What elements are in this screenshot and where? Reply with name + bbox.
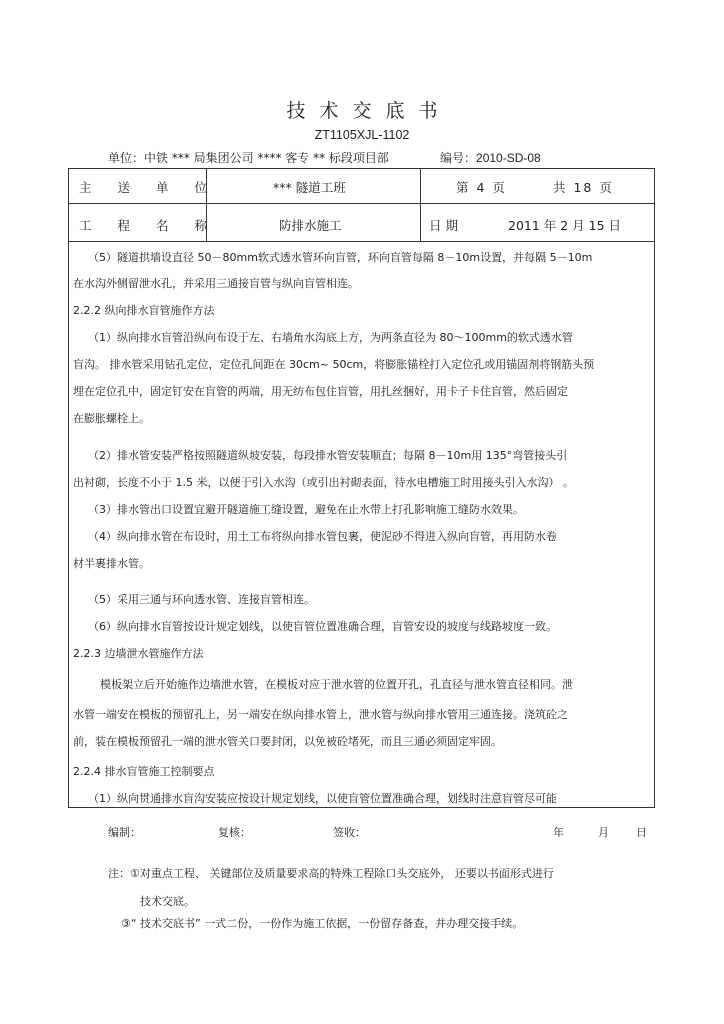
content-line: 2.2.2 纵向排水盲管施作方法 bbox=[73, 304, 215, 317]
content-line: 2.2.4 排水盲管施工控制要点 bbox=[73, 765, 215, 778]
content-line: （1）纵向排水盲管沿纵向布设于左、右墙角水沟底上方，为两条直径为 80～100mm的软式透水管 bbox=[88, 331, 573, 344]
document-title: 技术交底书 bbox=[286, 100, 452, 122]
content-line: 2.2.3 边墙泄水管施作方法 bbox=[73, 647, 204, 660]
content-line: （4）纵向排水管在布设时，用土工布将纵向排水管包裹，使泥砂不得进入纵向盲管，再用防水卷 bbox=[88, 530, 557, 543]
content-line: 前，装在模板预留孔一端的泄水管关口要封闭，以免被砼堵死，而且三通必须固定牢固。 bbox=[73, 735, 502, 748]
content-line: （6）纵向排水盲管按设计规定划线，以使盲管位置准确合理，盲管安设的坡度与线路坡度一致。 bbox=[88, 620, 557, 633]
content-line: （2）排水管安装严格按照隧道纵坡安装，每段排水管安装顺直；每隔 8－10m用 135°弯管接头引 bbox=[88, 449, 568, 462]
page-number: 第 4 页 bbox=[456, 180, 507, 195]
content-line: 材半裹排水管。 bbox=[73, 557, 150, 570]
content-line: 水管一端安在模板的预留孔上，另一端安在纵向排水管上，泄水管与纵向排水管用三通连接。浇筑砼之 bbox=[73, 708, 568, 721]
date-value: 2011 年 2 月 15 日 bbox=[508, 218, 622, 233]
document-code: ZT1105XJL-1102 bbox=[314, 128, 410, 142]
recipient-value: *** 隧道工班 bbox=[273, 180, 346, 195]
unit-info bbox=[108, 149, 389, 166]
note-line: 技术交底。 bbox=[140, 895, 195, 908]
content-line: 埋在定位孔中，固定钉安在盲管的两端，用无纺布包住盲管，用扎丝捆好，用卡子卡住盲管，然后固定 bbox=[73, 385, 568, 398]
received-label: 签收： bbox=[333, 826, 366, 839]
content-line: （5）隧道拱墙设直径 50－80mm软式透水管环向盲管，环向盲管每隔 8－10m设置，并每隔 5－10m bbox=[88, 251, 593, 264]
number-value: 2010-SD-08 bbox=[476, 151, 541, 165]
content-line: （5）采用三通与环向透水管、连接盲管相连。 bbox=[88, 593, 315, 606]
prepared-label: 编制： bbox=[108, 826, 141, 839]
row-divider-1 bbox=[69, 203, 654, 204]
content-line: 盲沟。 排水管采用钻孔定位，定位孔间距在 30cm~ 50cm，将膨胀锚栓打入定位孔或用锚固剂将钢筋头预 bbox=[73, 358, 595, 371]
col-divider-2 bbox=[420, 169, 421, 241]
note-line: ③“ 技术交底书” 一式二份，一份作为施工依据，一份留存备查，并办理交接手续。 bbox=[121, 917, 524, 930]
note-line: 注：①对重点工程、 关键部位及质量要求高的特殊工程除口头交底外， 还要以书面形式进行 bbox=[108, 867, 554, 880]
document-number bbox=[440, 149, 541, 166]
content-line: 出衬砌，长度不小于 1.5 米，以便于引入水沟（或引出衬砌表面，待水电槽施工时用接头引入水沟） 。 bbox=[73, 476, 574, 489]
day-label: 日 bbox=[636, 826, 647, 839]
reviewed-label: 复核： bbox=[218, 826, 251, 839]
number-label: 编号： bbox=[440, 151, 477, 165]
year-label: 年 bbox=[553, 826, 564, 839]
month-label: 月 bbox=[598, 826, 609, 839]
content-line: 模板架立后开始施作边墙泄水管，在模板对应于泄水管的位置开孔，孔直径与泄水管直径相同。泄 bbox=[100, 678, 573, 691]
row-divider-2 bbox=[69, 241, 654, 242]
project-name-label: 工 程 名 称 bbox=[79, 218, 218, 233]
project-name-value: 防排水施工 bbox=[279, 218, 342, 233]
content-line: 在水沟外侧留泄水孔，并采用三通接盲管与纵向盲管相连。 bbox=[73, 277, 359, 290]
content-line: （1）纵向贯通排水盲沟安装应按设计规定划线，以使盲管位置准确合理，划线时注意盲管尽可能 bbox=[88, 792, 557, 805]
page-total: 共 18 页 bbox=[553, 180, 614, 195]
content-line: 在膨胀螺栓上。 bbox=[73, 412, 150, 425]
unit-label: 单位： bbox=[108, 151, 145, 165]
content-line: （3）排水管出口设置宜避开隧道施工缝设置，避免在止水带上打孔影响施工缝防水效果。 bbox=[88, 503, 524, 516]
date-label: 日 期 bbox=[429, 218, 458, 233]
recipient-label: 主 送 单 位 bbox=[79, 180, 218, 195]
unit-value: 中铁 *** 局集团公司 **** 客专 ** 标段项目部 bbox=[144, 151, 389, 165]
